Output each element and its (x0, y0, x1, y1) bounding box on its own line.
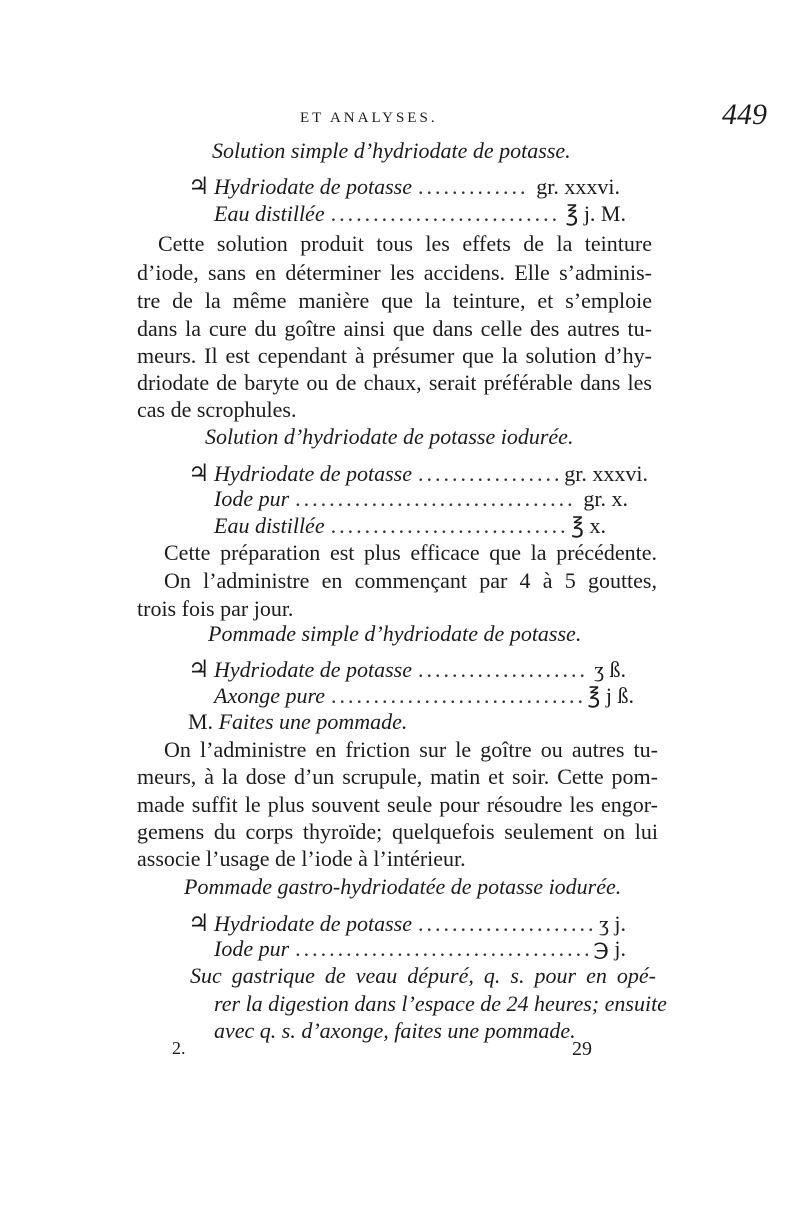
ingredient-name: Hydriodate de potasse (214, 461, 412, 486)
ingredient-quantity: ℥ j. M. (565, 201, 626, 226)
section-title-solution-simple: Solution simple d’hydriodate de potasse. (212, 138, 571, 163)
ingredient-name: Iode pur (214, 486, 290, 511)
leader-dots (295, 936, 587, 962)
ingredient-quantity: ℥ j ß. (587, 683, 634, 708)
recipe-symbol-icon: ♃ (188, 911, 210, 937)
recipe-instruction-line: avec q. s. d’axonge, faites une pommade. (214, 1018, 576, 1043)
paragraph-line: On l’administre en commençant par 4 à 5 gouttes, (164, 568, 657, 593)
section-title-solution-iodee: Solution d’hydriodate de potasse iodurée. (205, 424, 574, 449)
ingredient-name: Eau distillée (214, 201, 325, 226)
ingredient-name: Iode pur (214, 936, 290, 961)
paragraph-line: tre de la même manière que la teinture, et s’emploie (137, 288, 652, 313)
ingredient-name: Hydriodate de potasse (214, 911, 412, 936)
ingredient-quantity: gr. xxxvi. (564, 461, 648, 486)
directive-line (188, 709, 407, 735)
page-header (0, 98, 800, 138)
recipe-line (188, 655, 626, 684)
running-head: ET ANALYSES. (300, 110, 438, 126)
paragraph-line: gemens du corps thyroïde; quelquefois seulement on lui (137, 819, 658, 844)
ingredient-name: Hydriodate de potasse (214, 174, 412, 199)
ingredient-quantity: gr. x. (583, 486, 628, 511)
catchword: 29 (572, 1038, 592, 1060)
recipe-line (188, 459, 648, 488)
page-number: 449 (722, 98, 767, 131)
leader-dots (418, 174, 530, 200)
section-title-pommade-simple: Pommade simple d’hydriodate de potasse. (208, 621, 582, 646)
directive-prefix: M. (188, 709, 214, 734)
leader-dots (331, 201, 560, 227)
ingredient-quantity: ℈ j. (593, 936, 626, 961)
directive-text: Faites une pommade. (218, 709, 408, 734)
paragraph-line: driodate de baryte ou de chaux, serait préférable dans les (137, 370, 652, 395)
ingredient-quantity: ʒ ß. (594, 657, 626, 682)
recipe-line (214, 513, 606, 539)
recipe-symbol-icon: ♃ (188, 657, 210, 683)
ingredient-quantity: ʒ j. (599, 911, 626, 936)
recipe-instruction-line: rer la digestion dans l’espace de 24 heures; ensuite (214, 991, 667, 1016)
paragraph-line: Cette préparation est plus efficace que la précédente. (164, 540, 657, 565)
ingredient-quantity: gr. xxxvi. (536, 174, 620, 199)
paragraph-line: associe l’usage de l’iode à l’intérieur. (137, 846, 466, 871)
paragraph-line: cas de scrophules. (137, 397, 297, 422)
recipe-line (214, 486, 628, 512)
ingredient-name: Eau distillée (214, 513, 325, 538)
paragraph-line: trois fois par jour. (137, 596, 294, 621)
recipe-line (214, 683, 634, 709)
recipe-symbol-icon: ♃ (188, 174, 210, 200)
paragraph-line: d’iode, sans en déterminer les accidens. Elle s’adminis- (137, 260, 652, 285)
paragraph-line: meurs. Il est cependant à présumer que la solution d’hy- (137, 343, 652, 368)
recipe-symbol-icon: ♃ (188, 461, 210, 487)
signature-mark: 2. (172, 1038, 186, 1058)
paragraph-line: made suffit le plus souvent seule pour résoudre les engor- (137, 792, 658, 817)
recipe-line (214, 936, 626, 962)
ingredient-name: Hydriodate de potasse (214, 657, 412, 682)
section-title-pommade-gastro: Pommade gastro-hydriodatée de potasse iodurée. (184, 874, 622, 899)
paragraph-line: Cette solution produit tous les effets de la teinture (158, 231, 652, 256)
ingredient-quantity: ℥ x. (571, 513, 606, 538)
leader-dots (331, 683, 582, 709)
leader-dots (418, 911, 593, 937)
recipe-line (188, 909, 626, 938)
paragraph-line: meurs, à la dose d’un scrupule, matin et soir. Cette pom- (137, 764, 658, 789)
recipe-line (188, 172, 620, 201)
leader-dots (418, 657, 588, 683)
leader-dots (418, 461, 558, 487)
paragraph-line: dans la cure du goître ainsi que dans celle des autres tu- (137, 316, 652, 341)
ingredient-name: Axonge pure (214, 683, 325, 708)
paragraph-line: On l’administre en friction sur le goître ou autres tu- (164, 737, 658, 762)
leader-dots (331, 513, 566, 539)
leader-dots (295, 486, 577, 512)
recipe-line (214, 201, 626, 227)
recipe-instruction-line: Suc gastrique de veau dépuré, q. s. pour en opé- (190, 963, 656, 988)
